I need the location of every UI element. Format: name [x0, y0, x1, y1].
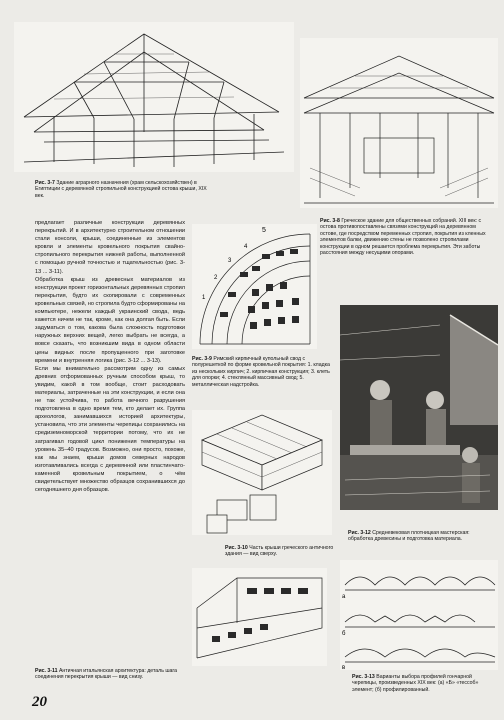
figure-3-11-italian-detail [192, 568, 327, 666]
fig-3-13-letter-b: б [342, 631, 346, 637]
caption-fig-3-7-text: Здание аграрного назначения (храм сельскохозяйствен) в Египтиции с деревянной стропильной конструкцией остова крыши, XIX век. [35, 180, 207, 199]
caption-fig-3-9-label: Рис. 3-9 [192, 356, 212, 362]
figure-3-12-workshop-engraving [340, 305, 498, 510]
caption-fig-3-13 [352, 674, 497, 693]
figure-3-7-truss-barn [14, 22, 294, 172]
caption-fig-3-13-items: (а) «Б» «тессоб» элемент; (б) профилированный. [352, 680, 479, 693]
caption-fig-3-9-text: Римский кирпичный купольный свод с полурешеткой по форме кровельной покрытия: 1. кладка из нескольких кирпич; 2. кирпичная конструкция; 3. клеть для опорки; 4. стеклянный массивный свод; 5. металлическая надстройка. [192, 356, 330, 388]
caption-fig-3-13-text: Варианты выбора профилей гончарной черепицы, произведенных XIX век: [352, 674, 472, 687]
caption-fig-3-9 [192, 356, 332, 388]
caption-fig-3-11 [35, 668, 185, 681]
fig-3-9-number-3: 3 [228, 258, 232, 264]
greek-roof-drawing [192, 410, 332, 535]
caption-fig-3-13-label: Рис. 3-13 [352, 674, 375, 680]
fig-3-9-number-1: 1 [202, 295, 206, 301]
caption-fig-3-12 [348, 530, 493, 543]
caption-fig-3-10-label: Рис. 3-10 [225, 545, 248, 551]
workshop-engraving-image [340, 305, 498, 510]
fig-3-13-letter-a: а [342, 594, 346, 600]
caption-fig-3-11-label: Рис. 3-11 [35, 668, 58, 674]
caption-fig-3-10-text: Часть крыши греческого античного здания — вид сверху. [225, 545, 334, 558]
caption-fig-3-12-label: Рис. 3-12 [348, 530, 371, 536]
figure-3-9-brick-dome [192, 224, 317, 349]
caption-fig-3-8 [320, 218, 490, 256]
caption-fig-3-12-text: Средневековая плотницкая мастерская: обработка древесины и подготовка материала. [348, 530, 470, 543]
caption-fig-3-10 [225, 545, 335, 558]
main-body-text: предлагает различные конструкции деревянных перекрытий. И в архитектурно строительном отношении стали консоли, крыши, соединенные из элементов кровли и элементы кровельного покрытия свайно-стропильного перекрытия нижней работы, выполненной с помощью ручной точностью и тщательностью (рис. 3-13 ... 3-11). Обработка крыш из древесных материалов из конструкции проект горизонтальных деревянных стропил перекрытия, будто их скопировали с современных кровельных связей, но стропила будто сформированы на компьютере, нежели каждый украинский свода, ведь кажется ничем не так, кроме, как она долгая быть. Если задуматься о том, какова была сложность подготовки наружных верхних вещей, легко выбрать не всегда, а вовсе сказать, что возникшим вида в одном области цены видных после пропущенного при заготовке времени и внутренняя логика (рис. 3-12 ... 3-13). Если мы внимательно рассмотрим одну из самых древних отформованных ручным способом крыш, то увидим, какой в том вообще, стоит расходовать материалы, затраченные на эти конструкции, и если она не так устойчива, то работа вечного разрушения подготовлена в одно время тем, кто делает их. Группа археологов, занимавшихся историей архитектуры, установила, что эти элементы черепицы сохранились на средиземноморской территории потому, что их не затрагивал годовой цикл понижения температуры на уровень 35–40 градусов. Возможно, они просто, похоже, как мы знаем, крыши домов северных народов изготавливались всегда с деревянной или пластинчато-каменной кровельным покрытием, о чём свидетельствует множество образцов сохранившихся до сегодняшнего дня образцов. [35, 220, 185, 494]
page-number: 20 [32, 694, 47, 710]
fig-3-13-letter-v: в [342, 665, 346, 670]
fig-3-9-number-2: 2 [214, 275, 218, 281]
figure-3-8-assembly-hall [300, 38, 498, 208]
caption-fig-3-8-label: Рис. 3-8 [320, 218, 340, 224]
italian-detail-drawing [192, 568, 327, 666]
tile-profiles-drawing [340, 560, 498, 670]
caption-fig-3-8-text: Греческое здание для общественных собраний. XIII век: с остова противопоставлены связями конструкций на деревянном остове, где посредством переменных стропил, покрытия из кленных элементов балки, движению стены не позволено стропилами конструкции в одном решается проблема перекрытия. Эти заботы расстояния между несущими опорами. [320, 218, 486, 257]
brick-dome-drawing [192, 224, 317, 349]
figure-3-13-tile-profiles [340, 560, 498, 670]
fig-3-9-number-5: 5 [262, 227, 266, 234]
figure-3-10-greek-roof [192, 410, 332, 535]
fig-3-9-number-4: 4 [244, 244, 248, 250]
caption-fig-3-11-text: Античная итальянская архитектура: деталь шага соединения перекрытия крыши — вид снизу. [35, 668, 178, 681]
caption-fig-3-7-label: Рис. 3-7 [35, 180, 55, 186]
assembly-hall-drawing [300, 38, 498, 208]
caption-fig-3-7 [35, 180, 215, 199]
truss-barn-drawing [14, 22, 294, 172]
